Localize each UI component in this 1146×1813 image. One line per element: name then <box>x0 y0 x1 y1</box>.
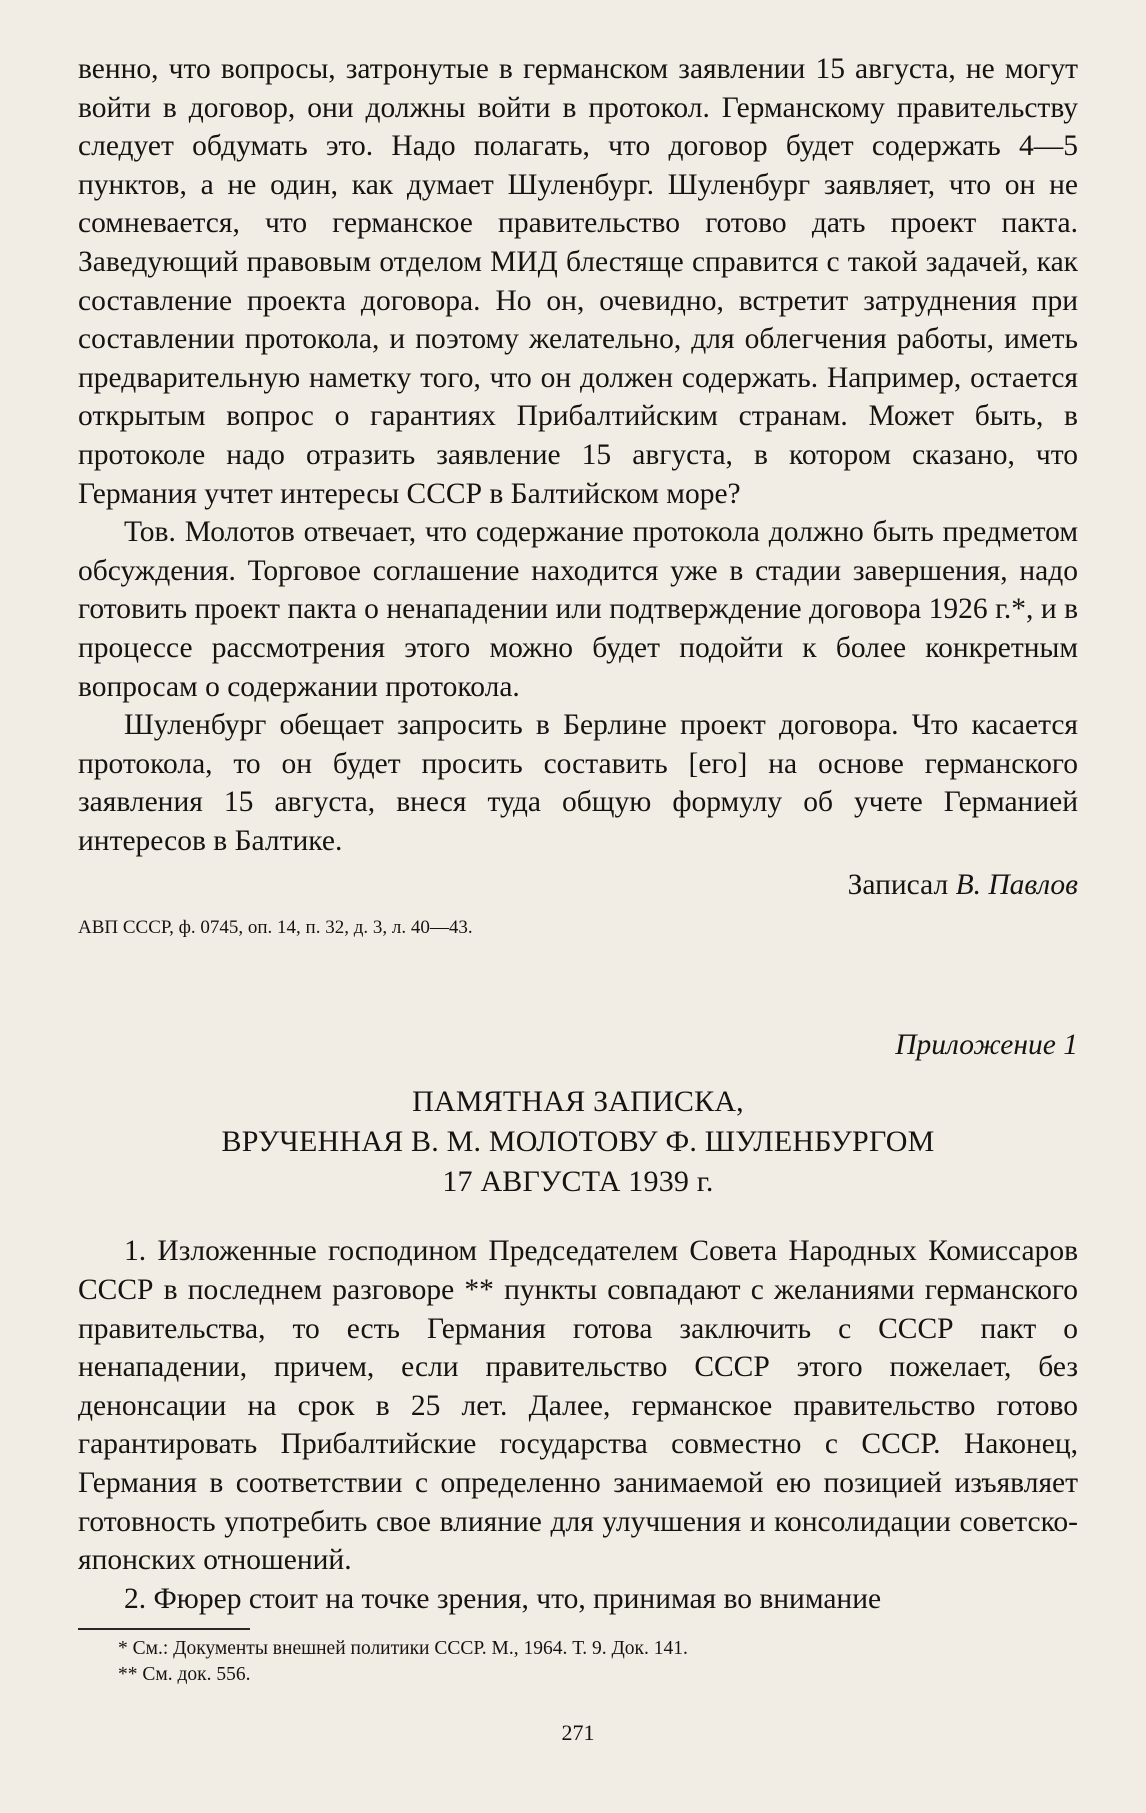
document-title <box>78 1082 1078 1202</box>
archive-reference: АВП СССР, ф. 0745, оп. 14, п. 32, д. 3, л. 40—43. <box>78 917 473 939</box>
footnote-1: * См.: Документы внешней политики СССР. М., 1964. Т. 9. Док. 141. <box>118 1638 688 1660</box>
paragraph-schulenburg-promise: Шуленбург обещает запросить в Берлине проект договора. Что касается протокола, то он будет просить составить [его] на основе германского заявления 15 августа, внеся туда общую формулу об учете Германией интересов в Балтике. <box>78 709 1078 857</box>
page-number: 271 <box>561 1720 595 1746</box>
footnote-divider <box>78 1628 250 1630</box>
paragraph-molotov-reply: Тов. Молотов отвечает, что содержание протокола должно быть предметом обсуждения. Торговое соглашение находится уже в стадии завершения, надо готовить проект пакта о ненападении или подтверждение договора 1926 г.*, и в процессе рассмотрения этого можно будет подойти к более конкретным вопросам о содержании протокола. <box>78 516 1078 703</box>
recorded-by <box>78 866 1078 904</box>
title-line-3: 17 АВГУСТА 1939 г. <box>442 1165 714 1199</box>
recorded-by-label: Записал <box>847 869 949 902</box>
title-line-2: ВРУЧЕННАЯ В. М. МОЛОТОВУ Ф. ШУЛЕНБУРГОМ <box>221 1125 935 1159</box>
paragraph-point-2: 2. Фюрер стоит на точке зрения, что, принимая во внимание <box>124 1582 882 1615</box>
appendix-label: Приложение 1 <box>895 1029 1078 1062</box>
paragraph-point-1: 1. Изложенные господином Председателем Совета Народных Комиссаров СССР в последнем разговоре ** пункты совпадают с желаниями германского правительства, то есть Германия готова заключить с СССР пакт о ненападении, причем, если правительство СССР этого пожелает, без денонсации на срок в 25 лет. Далее, германское правительство готово гарантировать Прибалтийские государства совместно с СССР. Наконец, Германия в соответствии с определенно занимаемой ею позицией изъявляет готовность употребить свое влияние для улучшения и консолидации советско-японских отношений. <box>78 1235 1078 1577</box>
recorded-by-name: В. Павлов <box>955 869 1078 902</box>
footnote-2: ** См. док. 556. <box>118 1664 251 1686</box>
title-line-1: ПАМЯТНАЯ ЗАПИСКА, <box>412 1085 744 1119</box>
paragraph-continuation: венно, что вопросы, затронутые в германском заявлении 15 августа, не могут войти в договор, они должны войти в протокол. Германскому правительству следует обдумать это. Надо полагать, что договор будет содержать 4—5 пунктов, а не один, как думает Шуленбург. Шуленбург заявляет, что он не сомневается, что германское правительство готово дать проект пакта. Заведующий правовым отделом МИД блестяще справится с такой задачей, как составление проекта договора. Но он, очевидно, встретит затруднения при составлении протокола, и поэтому желательно, для облегчения работы, иметь предварительную наметку того, что он должен содержать. Например, остается открытым вопрос о гарантиях Прибалтийским странам. Может быть, в протоколе надо отразить заявление 15 августа, в котором сказано, что Германия учтет интересы СССР в Балтийском море? <box>78 53 1078 510</box>
memorandum-body <box>78 1232 1078 1618</box>
